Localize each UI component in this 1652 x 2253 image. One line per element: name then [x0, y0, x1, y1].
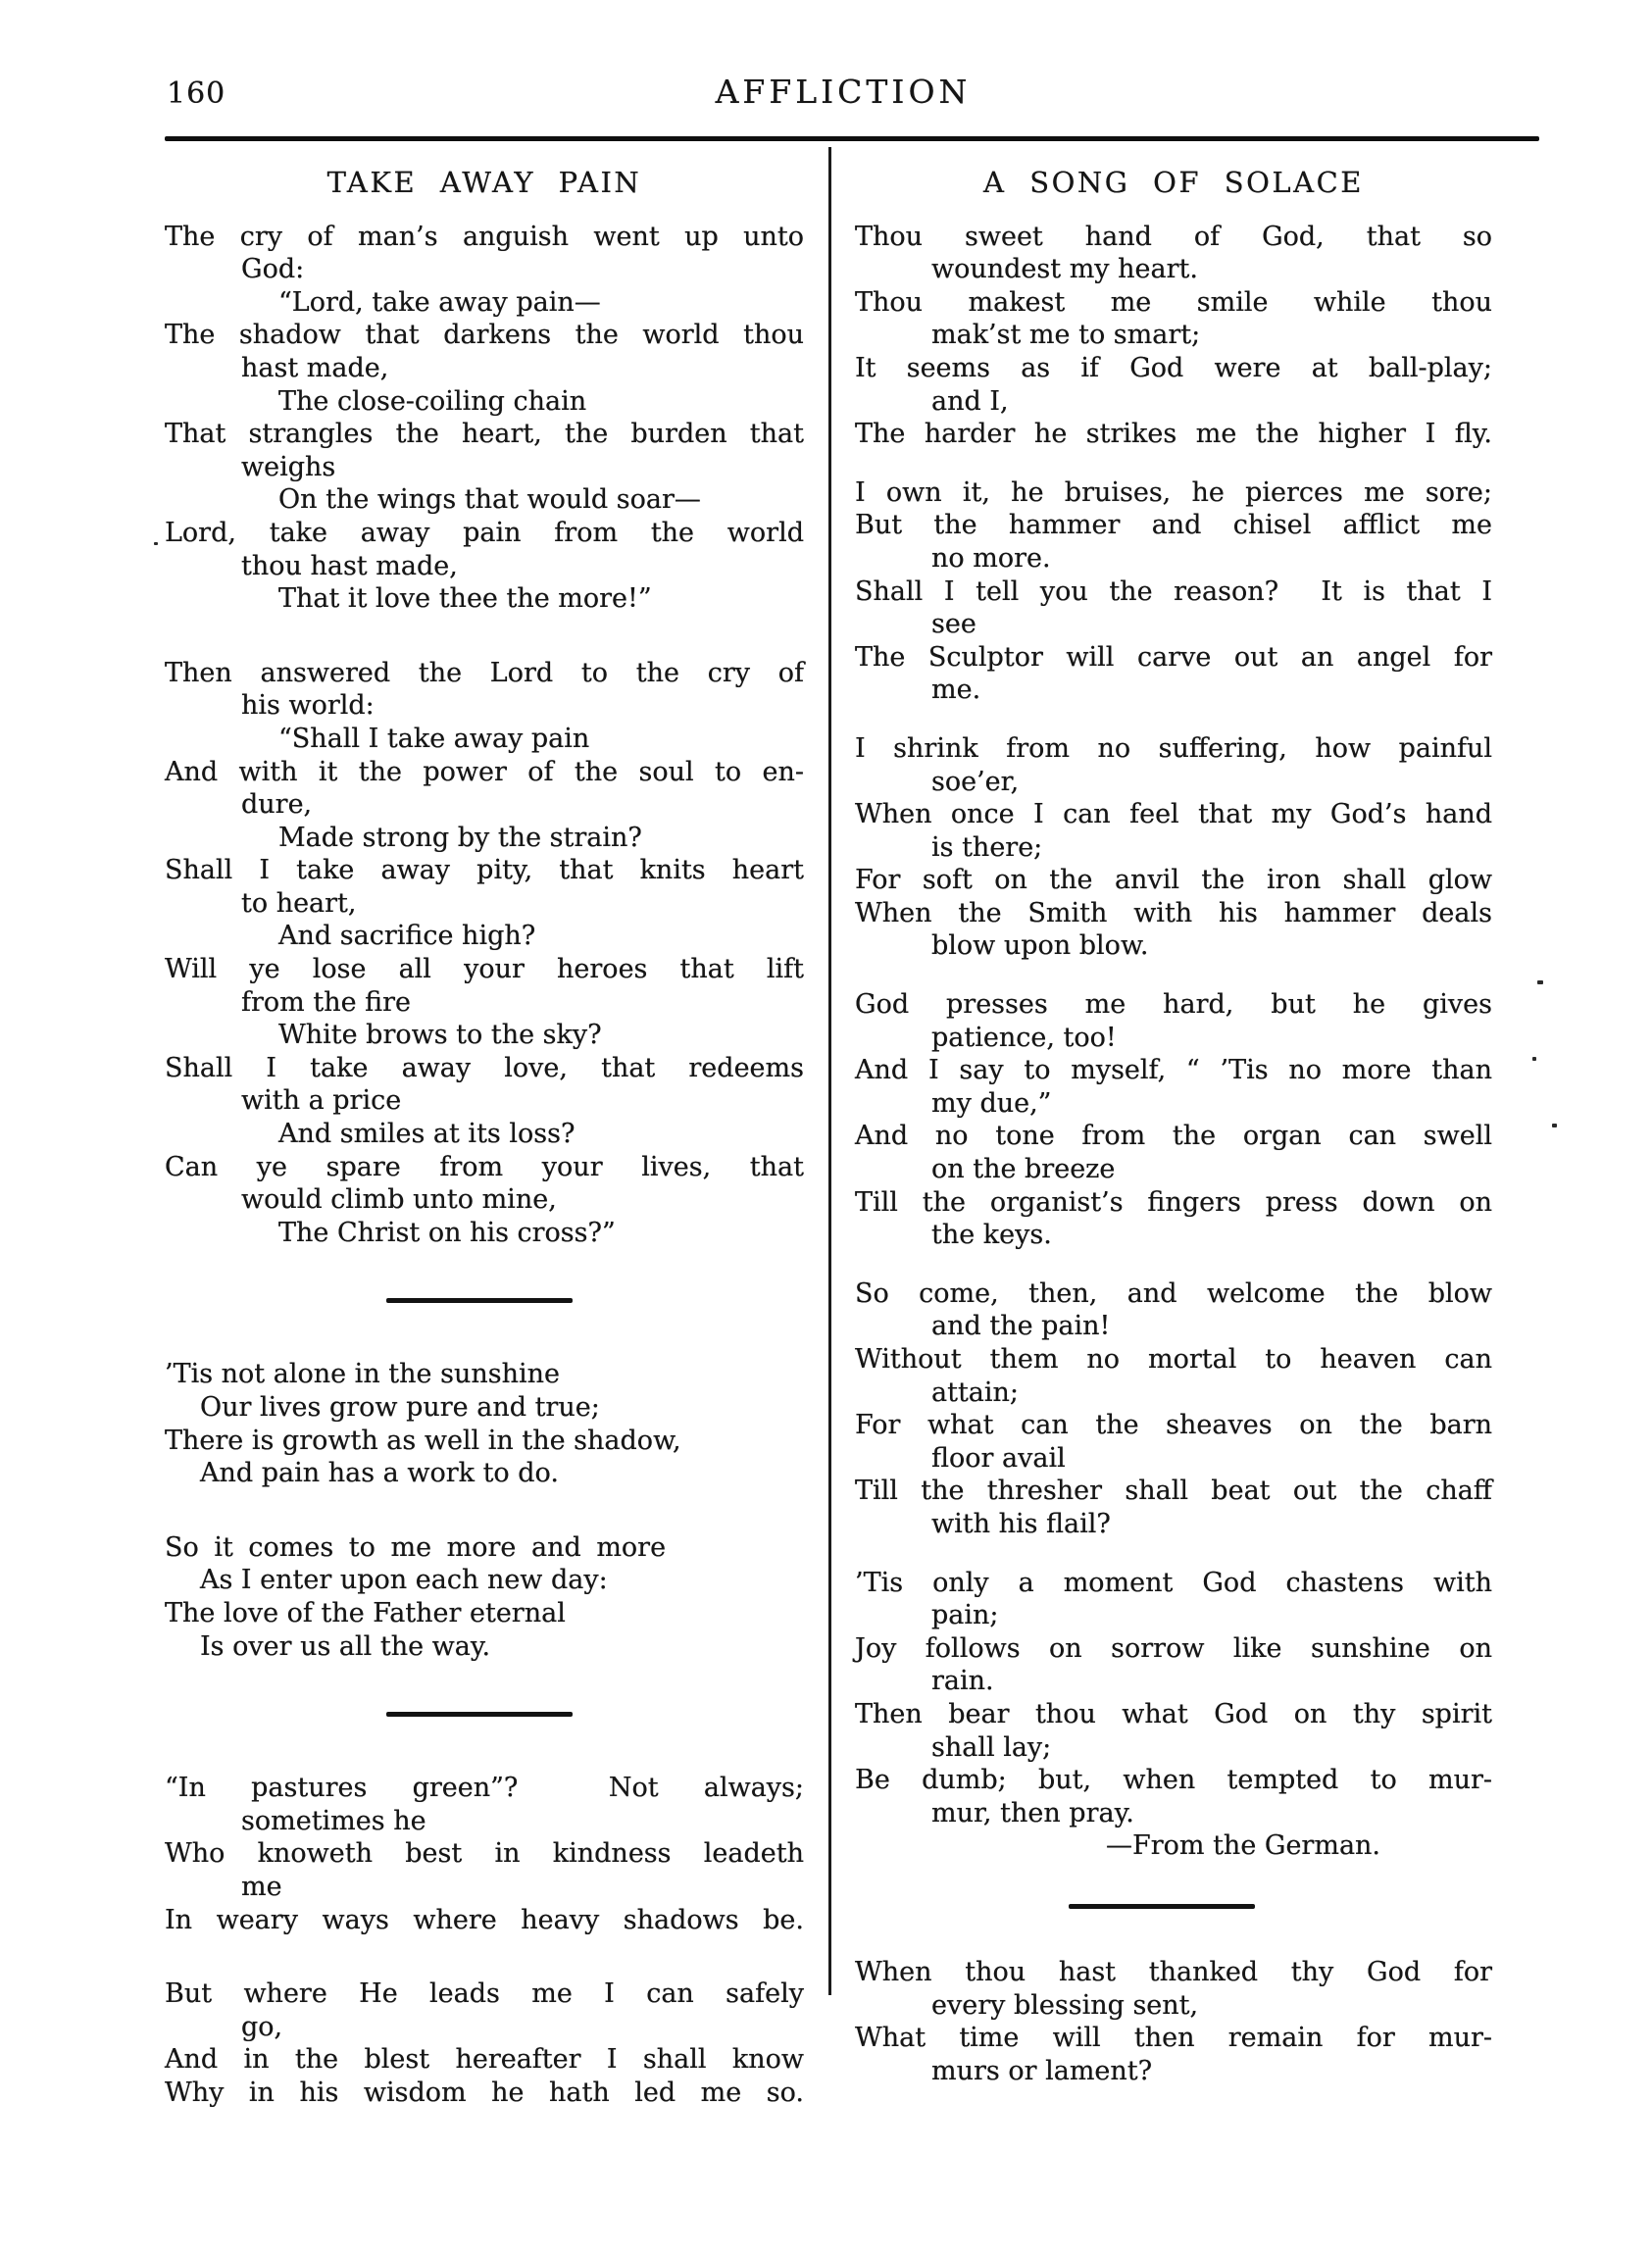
- poem-line: In weary ways where heavy shadows be.: [165, 1904, 804, 1935]
- scan-speck: [1552, 1124, 1557, 1127]
- poem-line: The Christ on his cross?”: [278, 1217, 616, 1248]
- poem-line: “In pastures green”? Not always;: [165, 1773, 804, 1804]
- poem-line: Till the thresher shall beat out the chaff: [855, 1476, 1492, 1507]
- running-head: AFFLICTION: [715, 73, 972, 111]
- poem-line: Thou sweet hand of God, that so: [855, 221, 1492, 252]
- poem-line: “Lord, take away pain—: [278, 286, 601, 318]
- poem-line: hast made,: [241, 352, 389, 383]
- stanza: [855, 221, 1492, 451]
- poem-line: and the pain!: [931, 1311, 1111, 1342]
- poem-line: to heart,: [241, 887, 357, 919]
- poem-line: Without them no mortal to heaven can: [855, 1344, 1492, 1375]
- poem-line: I shrink from no suffering, how painful: [855, 732, 1492, 764]
- poem-line: For soft on the anvil the iron shall glow: [855, 865, 1492, 896]
- poem-line: is there;: [931, 831, 1043, 863]
- poem-line: Lord, take away pain from the world: [165, 517, 804, 548]
- poem-line: see: [931, 609, 976, 640]
- poem-line: The love of the Father eternal: [165, 1597, 566, 1628]
- poem-line: ’Tis not alone in the sunshine: [165, 1359, 560, 1390]
- poem-line: my due,”: [931, 1087, 1052, 1119]
- poem-line: For what can the sheaves on the barn: [855, 1410, 1492, 1441]
- poem-line: Till the organist’s fingers press down on: [855, 1186, 1492, 1218]
- poem-line: That strangles the heart, the burden that: [165, 419, 804, 450]
- poem-line: It seems as if God were at ball-play;: [855, 352, 1492, 383]
- stanza: [165, 1358, 804, 1489]
- scan-speck: [1532, 1057, 1536, 1061]
- poem-line: and I,: [931, 385, 1009, 417]
- column-separator-line: [828, 147, 831, 1995]
- poem-line: patience, too!: [931, 1022, 1117, 1053]
- poem-line: Who knoweth best in kindness leadeth: [165, 1838, 804, 1870]
- poem-line: And I say to myself, “ ’Tis no more than: [855, 1055, 1492, 1086]
- poem-line: —From the German.: [1106, 1830, 1381, 1862]
- poem-title: A SONG OF SOLACE: [983, 166, 1364, 199]
- left-column: [165, 167, 804, 2151]
- poem-line: God presses me hard, but he gives: [855, 989, 1492, 1021]
- poem-line: Thou makest me smile while thou: [855, 286, 1492, 318]
- poem-line: But the hammer and chisel afflict me: [855, 510, 1492, 541]
- scan-speck: [1537, 980, 1543, 984]
- poem-line: And sacrifice high?: [278, 921, 536, 952]
- poem-line: mak’st me to smart;: [931, 320, 1201, 351]
- poem-line: Will ye lose all your heroes that lift: [165, 954, 804, 985]
- poem-line: Why in his wisdom he hath led me so.: [165, 2077, 804, 2108]
- poem-line: When the Smith with his hammer deals: [855, 897, 1492, 928]
- poem-line: murs or lament?: [931, 2055, 1153, 2086]
- poem-line: When thou hast thanked thy God for: [855, 1956, 1492, 1987]
- stanza: [855, 1567, 1492, 1863]
- poem-line: would climb unto mine,: [241, 1184, 557, 1216]
- poem-line: go,: [241, 2011, 283, 2042]
- poem-line: As I enter upon each new day:: [200, 1565, 608, 1596]
- poem-line: I own it, he bruises, he pierces me sore;: [855, 476, 1492, 508]
- poem-line: blow upon blow.: [931, 930, 1149, 962]
- scan-speck: [154, 542, 158, 545]
- poem-line: There is growth as well in the shadow,: [165, 1425, 681, 1456]
- poem-line: Our lives grow pure and true;: [200, 1392, 600, 1423]
- poem-line: Shall I take away pity, that knits heart: [165, 855, 804, 886]
- poem-line: pain;: [931, 1600, 999, 1631]
- poem-line: Made strong by the strain?: [278, 822, 642, 853]
- poem-line: When once I can feel that my God’s hand: [855, 799, 1492, 830]
- poem-line: Shall I take away love, that redeems: [165, 1052, 804, 1083]
- poem-line: The cry of man’s anguish went up unto: [165, 221, 804, 252]
- right-column: [855, 167, 1492, 2113]
- poem-line: On the wings that would soar—: [278, 484, 701, 516]
- poem-line: White brows to the sky?: [278, 1020, 602, 1051]
- poem-line: Then bear thou what God on thy spirit: [855, 1698, 1492, 1729]
- poem-line: no more.: [931, 542, 1051, 574]
- section-divider-rule: [1069, 1904, 1255, 1909]
- header-rule: [165, 136, 1539, 141]
- poem-line: from the fire: [241, 986, 412, 1018]
- poem-line: rain.: [931, 1666, 994, 1697]
- stanza: [165, 221, 804, 616]
- page-number: 160: [167, 76, 226, 111]
- poem-line: ’Tis only a moment God chastens with: [855, 1567, 1492, 1598]
- poem-line: with a price: [241, 1085, 402, 1117]
- section-divider-rule: [386, 1298, 573, 1303]
- poem-line: The shadow that darkens the world thou: [165, 320, 804, 351]
- poem-line: But where He leads me I can safely: [165, 1978, 804, 2010]
- poem-line: Shall I tell you the reason? It is that I: [855, 576, 1492, 607]
- poem-line: The Sculptor will carve out an angel for: [855, 641, 1492, 673]
- poem-title: TAKE AWAY PAIN: [326, 166, 642, 199]
- poem-line: So it comes to me more and more: [165, 1531, 667, 1563]
- poem-line: Can ye spare from your lives, that: [165, 1151, 804, 1182]
- poem-line: God:: [241, 254, 305, 285]
- poem-line: with his flail?: [931, 1508, 1111, 1539]
- poem-line: me: [241, 1871, 282, 1902]
- poem-line: thou hast made,: [241, 550, 458, 581]
- poem-line: And pain has a work to do.: [200, 1458, 559, 1489]
- poem-line: weighs: [241, 451, 336, 482]
- poem-line: And smiles at its loss?: [278, 1119, 576, 1150]
- poem-line: soe’er,: [931, 766, 1020, 797]
- poem-line: me.: [931, 675, 981, 706]
- poem-line: What time will then remain for mur-: [855, 2023, 1492, 2054]
- poem-line: the keys.: [931, 1220, 1052, 1251]
- poem-line: “Shall I take away pain: [278, 723, 590, 754]
- poem-line: dure,: [241, 789, 313, 821]
- poem-line: Is over us all the way.: [200, 1630, 491, 1662]
- poem-line: And with it the power of the soul to en-: [165, 756, 804, 787]
- poem-line: That it love thee the more!”: [278, 583, 652, 615]
- poem-line: attain;: [931, 1377, 1020, 1408]
- poem-line: Then answered the Lord to the cry of: [165, 657, 804, 688]
- poem-line: The close-coiling chain: [278, 385, 587, 417]
- stanza: [855, 476, 1492, 707]
- stanza: [855, 1277, 1492, 1541]
- poem-line: floor avail: [931, 1442, 1066, 1474]
- poem-line: woundest my heart.: [931, 254, 1198, 285]
- stanza: [855, 1956, 1492, 2087]
- poem-line: on the breeze: [931, 1154, 1116, 1185]
- poem-line: Be dumb; but, when tempted to mur-: [855, 1765, 1492, 1796]
- poem-line: So come, then, and welcome the blow: [855, 1277, 1492, 1309]
- poem-line: And no tone from the organ can swell: [855, 1121, 1492, 1152]
- poem-line: Joy follows on sorrow like sunshine on: [855, 1632, 1492, 1664]
- stanza: [165, 657, 804, 1250]
- stanza: [165, 1772, 804, 1936]
- poem-line: sometimes he: [241, 1805, 426, 1836]
- stanza: [165, 1978, 804, 2109]
- poem-line: The harder he strikes me the higher I fly.: [855, 419, 1492, 450]
- poem-line: And in the blest hereafter I shall know: [165, 2044, 804, 2076]
- poem-line: every blessing sent,: [931, 1989, 1199, 2021]
- stanza: [165, 1531, 804, 1663]
- stanza: [855, 732, 1492, 963]
- poem-line: shall lay;: [931, 1731, 1052, 1763]
- poem-line: mur, then pray.: [931, 1797, 1134, 1828]
- section-divider-rule: [386, 1712, 573, 1717]
- poem-line: his world:: [241, 690, 375, 722]
- stanza: [855, 988, 1492, 1252]
